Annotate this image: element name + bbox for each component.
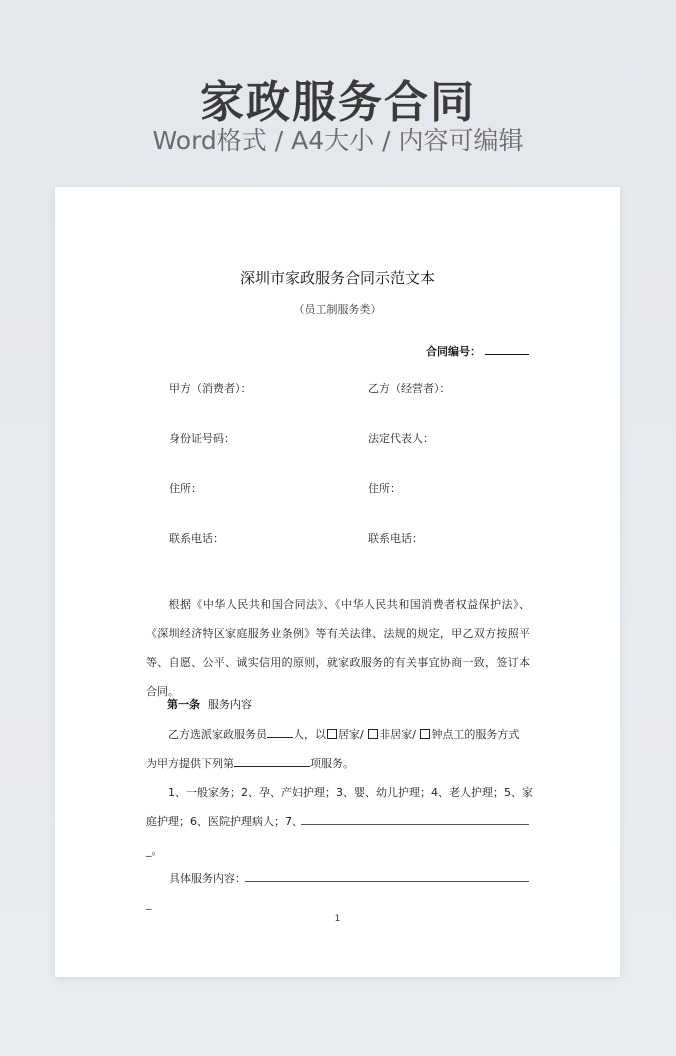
contract-number-label: 合同编号： (426, 345, 481, 358)
other-service-blank (301, 824, 529, 825)
banner-title: 家政服务合同 (200, 77, 476, 128)
service-mode-text: 人，以 (293, 728, 326, 741)
preamble-text: 根据《中华人民共和国合同法》、《中华人民共和国消费者权益保护法》、《深圳经济特区家庭服务业条例》等有关法律、法规的规定，甲乙双方按照平等、自愿、公平、诚实信用的原则，就家政服务的有关事宜协商一致，签订本合同。 (146, 598, 530, 698)
preamble-paragraph (146, 590, 530, 706)
service-list-line-1: 1、一般家务；2、孕、产妇护理；3、婴、幼儿护理；4、老人护理；5、家 (168, 786, 533, 799)
hourly-checkbox[interactable] (420, 729, 430, 739)
article-1-line-1 (168, 726, 519, 742)
article-1-title: 服务内容 (208, 698, 252, 711)
article-1-number: 第一条 (167, 698, 200, 711)
service-detail-blank (245, 881, 529, 882)
contract-number-blank (485, 344, 529, 355)
article-1-heading (167, 696, 252, 712)
contract-number (426, 343, 529, 359)
service-detail-label: 具体服务内容： (169, 872, 246, 885)
service-items-suffix: 项服务。 (310, 757, 354, 770)
live-out-checkbox[interactable] (368, 729, 378, 739)
service-items-blank (234, 756, 310, 767)
party-b-name-label: 乙方（经营者）： (368, 382, 451, 395)
live-in-checkbox[interactable] (327, 729, 337, 739)
document-title: 深圳市家政服务合同示范文本 (239, 269, 435, 287)
live-out-option: 非居家/ (379, 728, 416, 741)
live-in-option: 居家/ (338, 728, 364, 741)
service-items-text: 为甲方提供下列第 (146, 757, 234, 770)
party-a-id-label: 身份证号码： (169, 432, 235, 445)
party-a-address-label: 住所： (169, 482, 202, 495)
hourly-option: 钟点工的服务方式 (431, 728, 520, 741)
party-b-phone-label: 联系电话： (368, 532, 423, 545)
party-a-name-label: 甲方（消费者）： (169, 382, 252, 395)
staff-count-blank (267, 727, 293, 738)
document-subtitle: （员工制服务类） (293, 303, 382, 316)
party-a-phone-label: 联系电话： (169, 532, 224, 545)
service-list-line-2: 庭护理；6、医院护理病人；7、 (146, 815, 303, 828)
service-detail-end: _ (146, 897, 152, 910)
article-1-line-2 (146, 755, 354, 771)
page-number: 1 (334, 914, 341, 924)
document-page (55, 187, 620, 977)
party-b-rep-label: 法定代表人： (368, 432, 434, 445)
service-list-line-3: _。 (146, 844, 163, 857)
banner-subtitle: Word格式 / A4大小 / 内容可编辑 (152, 126, 524, 155)
service-staff-text: 乙方选派家政服务员 (168, 728, 267, 741)
party-b-address-label: 住所： (368, 482, 401, 495)
